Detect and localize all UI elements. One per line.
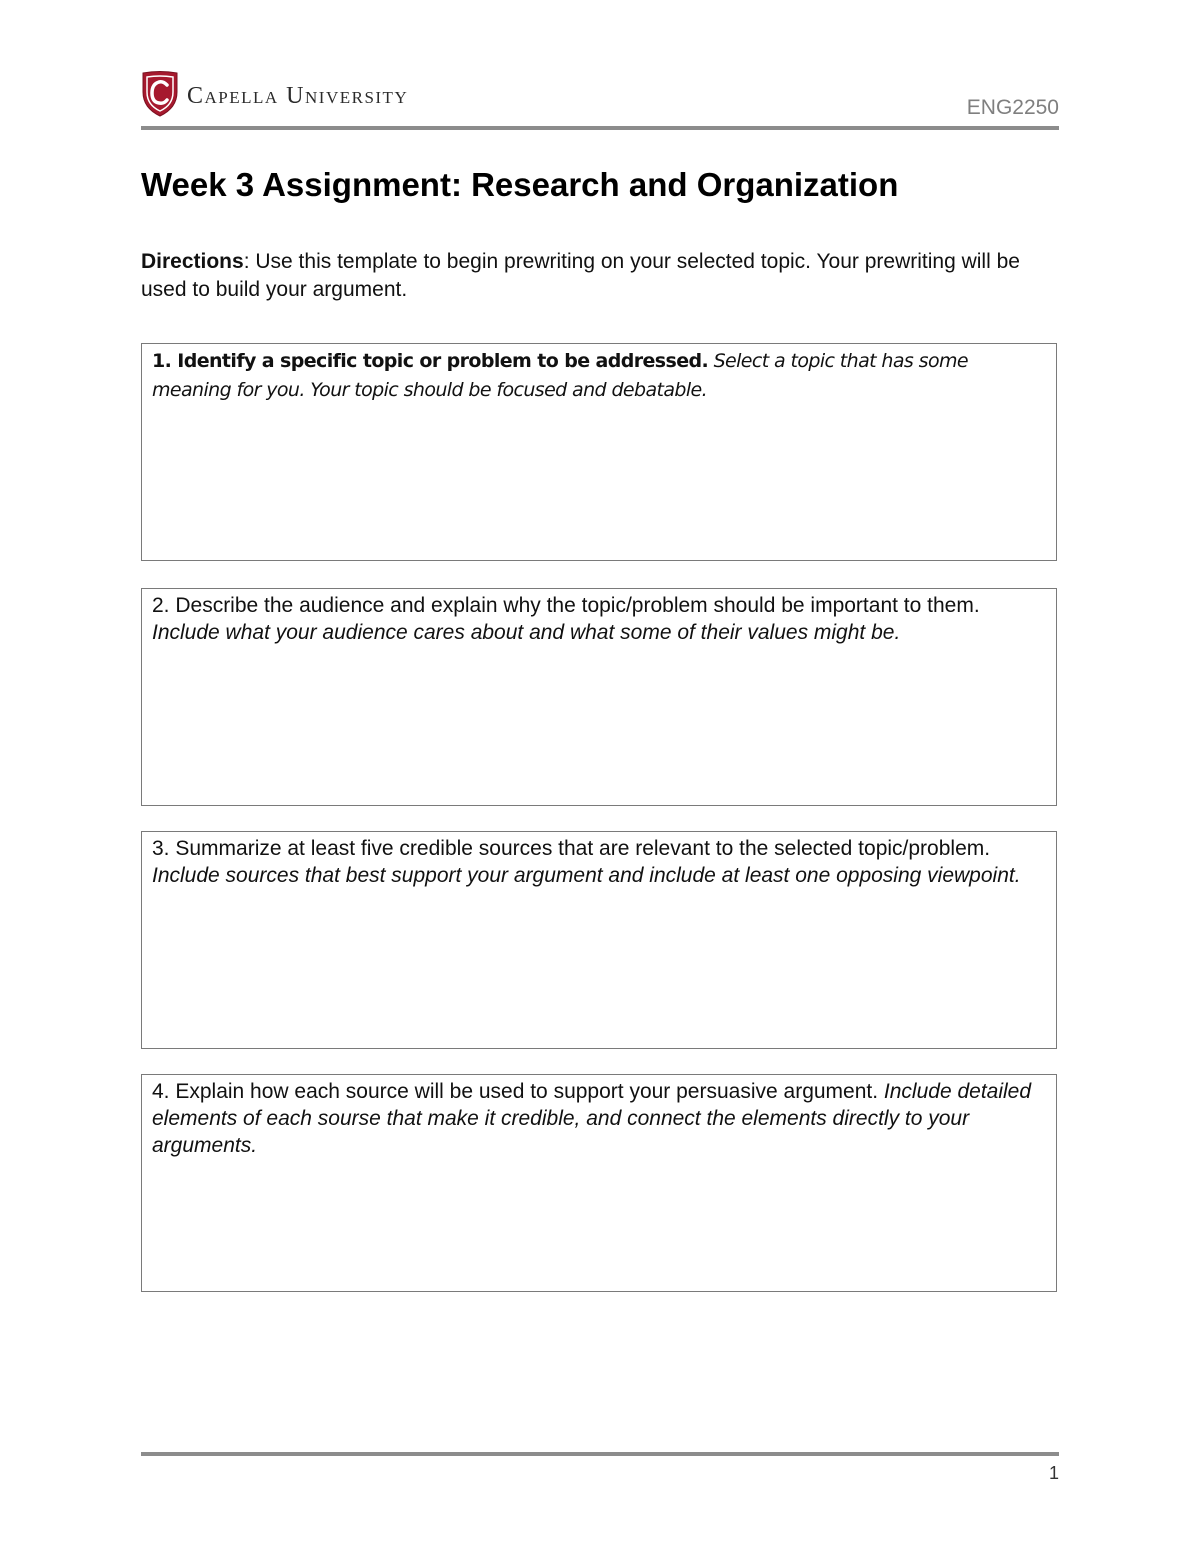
response-box-audience[interactable] [141,588,1057,806]
directions-text: : Use this template to begin prewriting on your selected topic. Your prewriting will be used to build your argument. [141,250,1020,301]
course-code: ENG2250 [966,96,1059,119]
response-box-topic[interactable] [141,343,1057,561]
footer-divider [141,1452,1059,1456]
prompt-lead: 1. Identify a specific topic or problem to be addressed. [152,350,709,372]
university-name: Capella University [187,82,409,109]
prompt-hint: Include detailed elements of each sourse that make it credible, and connect the elements directly to your arguments. [152,1080,1032,1157]
page-title: Week 3 Assignment: Research and Organization [141,166,899,203]
page-number: 1 [1048,1463,1059,1483]
directions-paragraph [141,248,1061,304]
prompt-hint: Select a topic that has some meaning for you. Your topic should be focused and debatable. [152,350,968,401]
page-header [141,68,1059,130]
header-divider [141,126,1059,130]
prompt-hint: Include what your audience cares about and what some of their values might be. [152,621,901,644]
university-logo [141,68,408,120]
capella-shield-icon [141,70,179,118]
response-box-source-usage[interactable] [141,1074,1057,1292]
prompt-hint: Include sources that best support your argument and include at least one opposing viewpoint. [152,864,1021,887]
prompt-lead: 4. Explain how each source will be used to support your persuasive argument. [152,1080,879,1103]
response-box-sources[interactable] [141,831,1057,1049]
prompt-lead: 3. Summarize at least five credible sources that are relevant to the selected topic/problem. [152,837,991,860]
directions-label: Directions [141,250,244,273]
prompt-lead: 2. Describe the audience and explain why the topic/problem should be important to them. [152,594,980,617]
